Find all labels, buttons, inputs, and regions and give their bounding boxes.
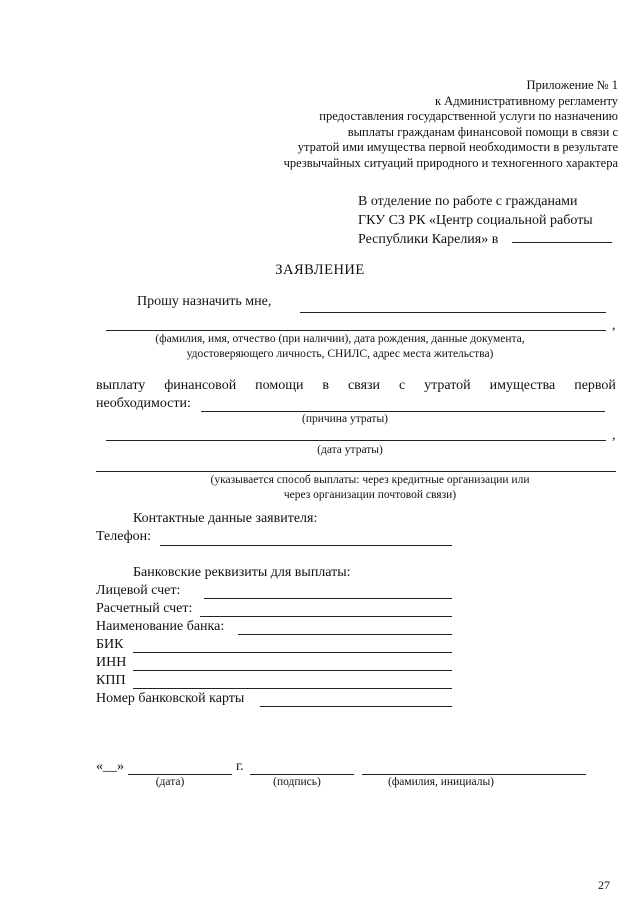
annex-line: выплаты гражданам финансовой помощи в связи с [347,124,618,139]
department-name-field[interactable] [512,242,612,243]
annex-header [284,78,618,171]
contacts-heading: Контактные данные заявителя: [133,511,318,526]
signature-date-caption: (дата) [155,776,185,788]
addressee-line-1: В отделение по работе с гражданами [358,194,578,209]
loss-reason-field[interactable] [201,411,605,412]
payment-line [96,378,616,394]
applicant-details-field[interactable] [106,330,606,331]
bank-field-label: ИНН [96,655,127,670]
annex-line: чрезвычайных ситуаций природного и техногенного характера [283,155,618,170]
signature-year-suffix: г. [236,759,244,774]
payment-word: имущества [489,378,556,393]
payment-method-caption-2: через организации почтовой связи) [283,489,457,501]
signature-name-caption: (фамилия, инициалы) [387,776,495,788]
loss-date-comma: , [612,428,616,443]
bank-field-label: Расчетный счет: [96,601,193,616]
signature-date-prefix: «__» [96,759,124,774]
payment-word: помощи [255,378,304,393]
payment-word: с [398,378,406,393]
page-number: 27 [598,878,610,892]
payment-word: утратой [424,378,471,393]
bank-field-label: БИК [96,637,124,652]
payment-word: связи [347,378,381,393]
loss-reason-caption: (причина утраты) [301,413,388,425]
annex-line: к Административному регламенту [434,93,618,108]
addressee-line-3: Республики Карелия» в [358,232,499,247]
bank-field-label: Лицевой счет: [96,583,181,598]
loss-date-field[interactable] [106,440,606,441]
bank-card-number-field[interactable] [260,706,452,707]
payment-word: финансовой [164,378,237,393]
request-label: Прошу назначить мне, [137,294,272,309]
phone-label: Телефон: [96,529,152,544]
signature-name-field[interactable] [362,774,586,775]
applicant-details-caption-2: удостоверяющего личность, СНИЛС, адрес места жительства) [186,348,494,360]
personal-account-field[interactable] [204,598,452,599]
payment-method-caption-1: (указывается способ выплаты: через кредитные организации или [210,474,530,486]
phone-field[interactable] [160,545,452,546]
payment-word: выплату [96,378,146,393]
bank-heading: Банковские реквизиты для выплаты: [133,565,351,580]
annex-line: Приложение № 1 [526,78,618,92]
kpp-field[interactable] [133,688,452,689]
signature-field[interactable] [250,774,354,775]
signature-sign-caption: (подпись) [273,776,321,788]
request-comma: , [612,318,616,333]
signature-date-field[interactable] [128,774,232,775]
bik-field[interactable] [133,652,452,653]
addressee-block [358,192,593,249]
applicant-details-caption-1: (фамилия, имя, отчество (при наличии), дата рождения, данные документа, [155,333,525,345]
payment-word: первой [574,378,616,393]
bank-field-label: Наименование банка: [96,619,225,634]
inn-field[interactable] [133,670,452,671]
settlement-account-field[interactable] [200,616,452,617]
payment-method-field[interactable] [96,471,616,472]
necessity-label: необходимости: [96,396,191,411]
addressee-line-2: ГКУ СЗ РК «Центр социальной работы [358,213,593,228]
loss-date-caption: (дата утраты) [317,444,383,456]
document-title: ЗАЯВЛЕНИЕ [275,262,365,278]
annex-line: предоставления государственной услуги по назначению [319,109,618,123]
payment-word: в [322,378,330,393]
bank-field-label: КПП [96,673,126,688]
bank-field-label: Номер банковской карты [96,691,245,706]
applicant-name-field[interactable] [300,312,606,313]
bank-name-field[interactable] [238,634,452,635]
annex-line: утратой ими имущества первой необходимости в результате [297,140,618,154]
